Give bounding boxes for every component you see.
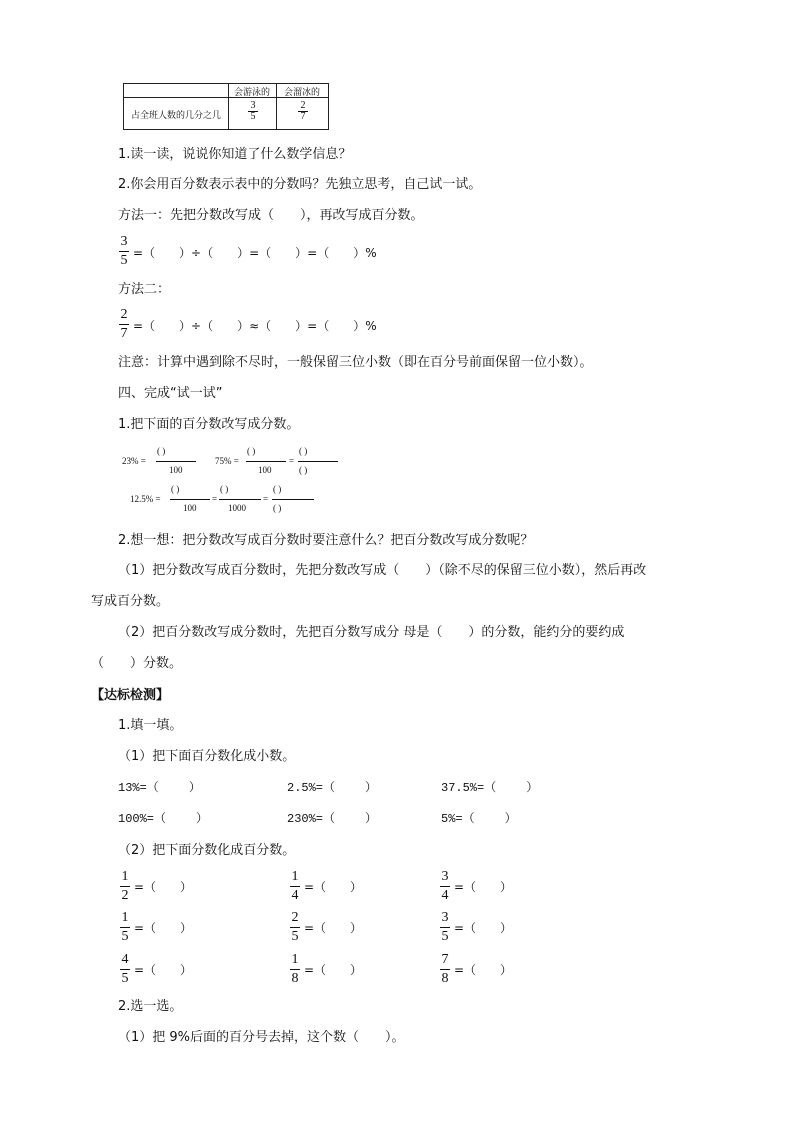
conv-c-eq2: = (263, 494, 269, 504)
table-row-label: 占全班人数的几分之几 (130, 111, 221, 121)
table-fraction-swim (248, 101, 258, 122)
fraction-bar (156, 461, 196, 462)
decimal-close: ） (196, 812, 209, 826)
conv-c-paren: ( ) (171, 484, 180, 494)
fraction-denominator: 4 (291, 888, 299, 903)
section-four-q1: 1.把下面的百分数改写成分数。 (118, 417, 300, 432)
eq2-expression: =（ ）÷（ ）≈（ ）=（ ）% (133, 319, 377, 333)
fraction-denominator: 7 (120, 326, 128, 341)
conv-c-den2: 1000 (228, 503, 246, 513)
fraction-answer-blank: =（ ） (304, 963, 363, 977)
fraction-numerator: 3 (250, 100, 256, 111)
decimal-label: 13%=（ (118, 781, 159, 795)
question-read: 1.读一读，说说你知道了什么数学信息？ (118, 147, 352, 162)
fraction-item (290, 953, 300, 986)
section-four-q2-1b: 写成百分数。 (91, 594, 170, 609)
decimal-label: 230%=（ (287, 812, 336, 826)
check-q1: 1.填一填。 (118, 718, 183, 733)
section-four-q2-2b: （ ）分数。 (91, 656, 183, 671)
fraction-bar (298, 461, 338, 462)
conv-b-paren-den: ( ) (299, 465, 308, 475)
fraction-numerator: 1 (121, 869, 129, 884)
conv-b-paren-num: ( ) (299, 446, 308, 456)
fraction-answer-blank: =（ ） (454, 921, 513, 935)
decimal-close: ） (526, 781, 539, 795)
fraction-item (440, 911, 450, 944)
conv-c-paren-num: ( ) (273, 484, 282, 494)
info-table (123, 83, 329, 130)
conv-b-eq: = (289, 456, 295, 466)
fraction-numerator: 3 (441, 869, 449, 884)
check-title: 【达标检测】 (91, 688, 170, 703)
fraction-bar (272, 499, 314, 500)
decimal-item (118, 779, 201, 797)
question-percent: 2.你会用百分数表示表中的分数吗？先独立思考，自己试一试。 (118, 177, 482, 192)
fraction-answer-blank: =（ ） (134, 880, 193, 894)
fraction-answer-blank: =（ ） (454, 880, 513, 894)
fraction-denominator: 5 (441, 929, 449, 944)
conv-a-label: 23% = (122, 456, 146, 466)
conv-a-paren: ( ) (157, 446, 166, 456)
eq2-fraction (119, 308, 129, 341)
fraction-numerator: 2 (120, 307, 128, 322)
fraction-bar (219, 499, 261, 500)
fraction-numerator: 1 (121, 910, 129, 925)
fraction-denominator: 7 (300, 111, 306, 122)
section-four-q2: 2.想一想：把分数改写成百分数时要注意什么？把百分数改写成分数呢？ (118, 533, 534, 548)
fraction-answer-blank: =（ ） (304, 880, 363, 894)
check-q2-1: （1）把 9%后面的百分号去掉，这个数（ ）。 (118, 1030, 405, 1045)
decimal-close: ） (365, 812, 378, 826)
table-header-skate: 会溜冰的 (283, 88, 320, 98)
decimal-item (287, 810, 377, 828)
fraction-denominator: 5 (120, 253, 128, 268)
fraction-item (120, 911, 130, 944)
table-fraction-skate (298, 101, 308, 122)
note-text: 注意：计算中遇到除不尽时，一般保留三位小数（即在百分号前面保留一位小数）。 (118, 355, 593, 370)
decimal-close: ） (504, 812, 517, 826)
conv-c-paren2: ( ) (220, 484, 229, 494)
fraction-denominator: 5 (250, 111, 256, 122)
fraction-item (290, 870, 300, 903)
fraction-bar (170, 499, 210, 500)
section-four-title: 四、完成“试一试” (118, 386, 223, 401)
method-two: 方法二： (118, 282, 171, 297)
conv-c-label: 12.5% = (130, 494, 161, 504)
fraction-answer-blank: =（ ） (134, 921, 193, 935)
section-four-q2-1a: （1）把分数改写成百分数时，先把分数改写成（ ）（除不尽的保留三位小数），然后再改 (118, 563, 647, 578)
fraction-item (120, 870, 130, 903)
method-one: 方法一：先把分数改写成（ ），再改写成百分数。 (118, 208, 424, 223)
decimal-label: 37.5%=（ (441, 781, 497, 795)
fraction-numerator: 3 (441, 910, 449, 925)
decimal-close: ） (188, 781, 201, 795)
fraction-bar (440, 886, 450, 887)
fraction-bar (119, 251, 129, 252)
table-header-swim: 会游泳的 (233, 88, 270, 98)
decimal-item (118, 810, 208, 828)
conv-c-eq1: = (212, 494, 218, 504)
check-q1-2: （2）把下面分数化成百分数。 (118, 843, 296, 858)
fraction-numerator: 3 (120, 234, 128, 249)
fraction-numerator: 1 (291, 952, 299, 967)
fraction-numerator: 4 (121, 952, 129, 967)
fraction-denominator: 5 (291, 929, 299, 944)
fraction-bar (119, 324, 129, 325)
fraction-answer-blank: =（ ） (304, 921, 363, 935)
fraction-denominator: 5 (121, 971, 129, 986)
fraction-numerator: 2 (291, 910, 299, 925)
decimal-close: ） (365, 781, 378, 795)
conv-c-den1: 100 (183, 503, 197, 513)
decimal-item (441, 779, 538, 797)
fraction-bar (440, 969, 450, 970)
fraction-item (120, 953, 130, 986)
decimal-label: 5%=（ (441, 812, 475, 826)
eq1-fraction (119, 235, 129, 268)
fraction-bar (290, 969, 300, 970)
check-q2: 2.选一选。 (118, 999, 183, 1014)
fraction-item (440, 953, 450, 986)
conv-b-paren: ( ) (247, 446, 256, 456)
fraction-numerator: 7 (441, 952, 449, 967)
fraction-bar (290, 927, 300, 928)
fraction-bar (246, 461, 286, 462)
fraction-item (440, 870, 450, 903)
section-four-q2-2a: （2）把百分数改写成分数时，先把百分数写成分 母是（ ）的分数，能约分的要约成 (118, 625, 625, 640)
decimal-item (287, 779, 377, 797)
eq1-expression: =（ ）÷（ ）=（ ）=（ ）% (133, 246, 377, 260)
fraction-bar (120, 927, 130, 928)
fraction-denominator: 5 (121, 929, 129, 944)
fraction-bar (440, 927, 450, 928)
fraction-bar (120, 886, 130, 887)
conv-b-den: 100 (258, 465, 272, 475)
conv-a-den: 100 (169, 465, 183, 475)
fraction-denominator: 8 (291, 971, 299, 986)
fraction-bar (120, 969, 130, 970)
fraction-denominator: 2 (121, 888, 129, 903)
fraction-answer-blank: =（ ） (134, 963, 193, 977)
fraction-answer-blank: =（ ） (454, 963, 513, 977)
decimal-label: 2.5%=（ (287, 781, 336, 795)
conv-b-label: 75% = (215, 456, 239, 466)
fraction-numerator: 1 (291, 869, 299, 884)
fraction-denominator: 4 (441, 888, 449, 903)
decimal-item (441, 810, 517, 828)
check-q1-1: （1）把下面百分数化成小数。 (118, 749, 296, 764)
fraction-item (290, 911, 300, 944)
fraction-denominator: 8 (441, 971, 449, 986)
fraction-numerator: 2 (300, 100, 306, 111)
conv-c-paren-den: ( ) (273, 503, 282, 513)
decimal-label: 100%=（ (118, 812, 167, 826)
fraction-bar (290, 886, 300, 887)
